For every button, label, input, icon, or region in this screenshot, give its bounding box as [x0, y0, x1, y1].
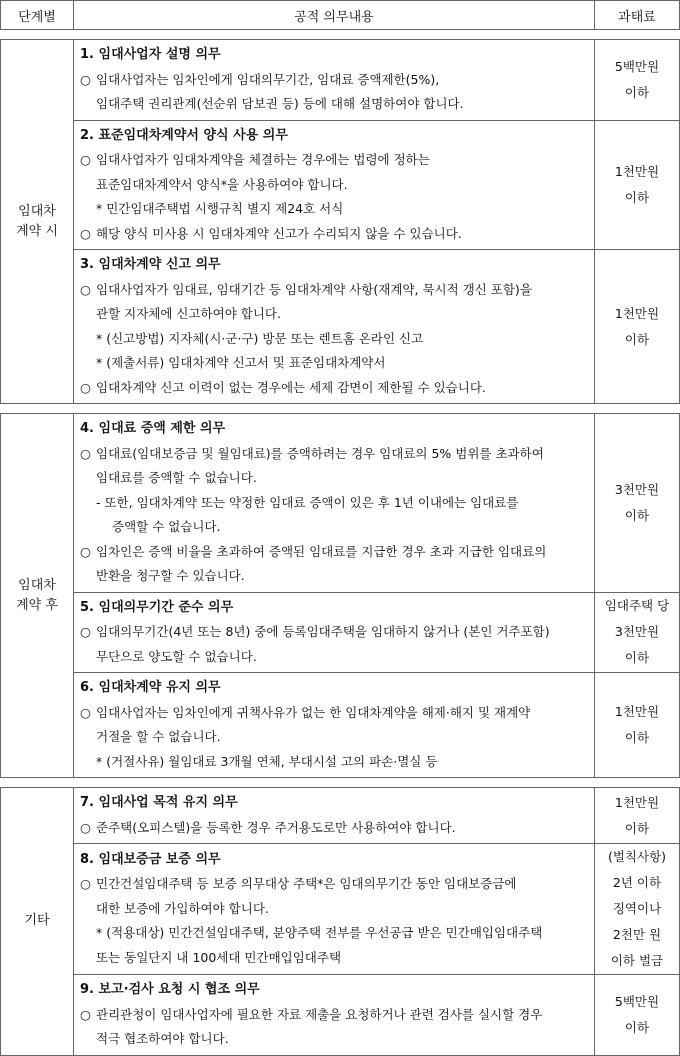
line-text: - 또한, 임대차계약 또는 약정한 임대료 증액이 있은 후 1년 이내에는 임대료를 [96, 494, 519, 510]
obligation-line [80, 351, 588, 376]
fine-amount: 1천만원 [614, 305, 660, 321]
line-text: 관리관청이 임대사업자에 필요한 자료 제출을 요청하거나 관련 검사를 실시할 경우 [96, 1006, 543, 1022]
line-text: 적극 협조하여야 합니다. [96, 1031, 229, 1046]
line-text: 반환을 청구할 수 있습니다. [96, 568, 245, 583]
stage-label: 계약 후 [16, 597, 58, 613]
obligation-line [80, 68, 588, 93]
circle-bullet-icon: ○ [80, 624, 91, 639]
obligation-line [80, 222, 588, 247]
fine-cell [595, 673, 680, 778]
obligation-line [80, 302, 588, 327]
obligation-row [1, 844, 680, 975]
fine-amount: 이하 [624, 331, 650, 347]
fine-amount: (벌칙사항) [607, 849, 667, 864]
obligation-title: 3. 임대차계약 신고 의무 [80, 257, 221, 272]
obligation-line [80, 466, 588, 491]
obligation-title: 9. 보고·검사 요청 시 협조 의무 [80, 982, 260, 997]
obligation-line [80, 921, 588, 946]
obligation-line [80, 278, 588, 303]
fine-cell [595, 120, 680, 250]
stage-label: 임대차 [18, 577, 56, 593]
line-text: 대한 보증에 가입하여야 합니다. [96, 900, 269, 916]
line-text: 해당 양식 미사용 시 임대차계약 신고가 수리되지 않을 수 있습니다. [96, 225, 462, 241]
obligation-line [80, 564, 588, 589]
stage-cell [1, 788, 74, 1056]
obligation-line [80, 148, 588, 173]
fine-amount: 이하 [624, 84, 650, 100]
fine-amount: 5백만원 [614, 993, 660, 1009]
header-table [0, 0, 680, 30]
line-text: 무단으로 양도할 수 없습니다. [96, 648, 257, 664]
fine-amount: 2년 이하 [612, 875, 662, 890]
obligation-block [0, 787, 680, 1056]
header-fine: 과태료 [595, 1, 680, 30]
obligation-line [80, 197, 588, 222]
obligation-line [80, 725, 588, 750]
obligation-line [80, 327, 588, 352]
block-gap [0, 30, 680, 39]
note-text: * 민간임대주택법 시행규칙 별지 제24호 서식 [96, 201, 344, 216]
obligation-content [74, 250, 595, 404]
line-text: 임대사업자는 임차인에게 귀책사유가 없는 한 임대차계약을 해제·해지 및 재계약 [96, 704, 531, 720]
fine-amount: 3천만원 [614, 624, 660, 640]
stage-label: 임대차 [18, 203, 56, 219]
note-text: 또는 동일단지 내 100세대 민간매입임대주택 [96, 949, 342, 965]
note-text: * (적용대상) 민간건설임대주택, 분양주택 전부를 우선공급 받은 민간매입임대주택 [96, 925, 543, 941]
obligation-blocks [0, 30, 680, 1056]
fine-amount: 이하 [624, 650, 650, 666]
line-text: 임대차계약 신고 이력이 없는 경우에는 세제 감면이 제한될 수 있습니다. [96, 379, 486, 395]
obligation-content [74, 592, 595, 673]
obligation-row [1, 592, 680, 673]
fine-amount: 1천만원 [614, 163, 660, 179]
header-duty: 공적 의무내용 [74, 1, 595, 30]
obligation-content [74, 975, 595, 1056]
obligation-line [80, 173, 588, 198]
obligation-row [1, 120, 680, 250]
obligation-content [74, 414, 595, 593]
obligation-row [1, 673, 680, 778]
obligation-line [80, 491, 588, 516]
obligation-title: 1. 임대사업자 설명 의무 [80, 47, 221, 62]
obligation-content [74, 120, 595, 250]
circle-bullet-icon: ○ [80, 445, 91, 461]
line-text: 관할 지자체에 신고하여야 합니다. [96, 306, 281, 321]
obligation-title: 8. 임대보증금 보증 의무 [80, 851, 221, 867]
obligation-line [80, 872, 588, 897]
line-text: 임대주택 권리관계(선순위 담보권 등) 등에 대해 설명하여야 합니다. [96, 96, 464, 111]
obligation-title: 5. 임대의무기간 준수 의무 [80, 599, 234, 615]
note-text: * (제출서류) 임대차계약 신고서 및 표준임대차계약서 [96, 355, 386, 370]
obligation-line [80, 1027, 588, 1052]
stage-label: 계약 시 [16, 223, 58, 239]
circle-bullet-icon: ○ [80, 281, 91, 297]
fine-amount: 이하 [624, 1019, 650, 1035]
fine-cell [595, 975, 680, 1056]
obligation-row [1, 40, 680, 121]
line-text: 표준임대차계약서 양식*을 사용하여야 합니다. [96, 176, 348, 192]
line-text: 임대사업자는 임차인에게 임대의무기간, 임대료 증액제한(5%), [96, 71, 440, 87]
obligation-line [80, 701, 588, 726]
circle-bullet-icon: ○ [80, 152, 91, 167]
fine-cell [595, 844, 680, 975]
obligation-line [80, 946, 588, 971]
fine-amount: 이하 [624, 820, 650, 836]
block-gap [0, 778, 680, 787]
line-text: 임대사업자가 임대료, 임대기간 등 임대차계약 사항(재계약, 묵시적 갱신 포함)을 [96, 281, 532, 297]
obligation-line [80, 376, 588, 401]
note-text: * (신고방법) 지자체(시·군·구) 방문 또는 렌트홈 온라인 신고 [96, 330, 424, 346]
fine-amount: 1천만원 [614, 794, 660, 810]
fine-cell [595, 414, 680, 593]
line-text: 임대료를 증액할 수 없습니다. [96, 470, 257, 485]
stage-cell [1, 40, 74, 404]
line-text: 증액할 수 없습니다. [112, 519, 221, 534]
obligation-row [1, 250, 680, 404]
obligation-line [80, 540, 588, 565]
obligation-content [74, 788, 595, 844]
fine-amount: 이하 [624, 189, 650, 205]
fine-amount: 2천만 원 [612, 927, 662, 942]
circle-bullet-icon: ○ [80, 876, 91, 892]
stage-cell [1, 414, 74, 778]
obligation-line [80, 750, 588, 775]
fine-amount: 이하 [624, 730, 650, 745]
circle-bullet-icon: ○ [80, 543, 91, 559]
obligation-title: 4. 임대료 증액 제한 의무 [80, 421, 226, 436]
line-text: 준주택(오피스텔)을 등록한 경우 주거용도로만 사용하여야 합니다. [96, 819, 456, 835]
block-gap [0, 404, 680, 413]
obligation-line [80, 515, 588, 540]
obligation-line [80, 645, 588, 670]
fine-amount: 3천만원 [614, 481, 660, 497]
obligation-content [74, 40, 595, 121]
obligation-block [0, 413, 680, 778]
obligation-row [1, 975, 680, 1056]
circle-bullet-icon: ○ [80, 225, 91, 241]
fine-amount: 징역이나 [612, 901, 662, 916]
obligation-line [80, 1003, 588, 1028]
fine-cell [595, 250, 680, 404]
fine-amount: 1천만원 [614, 704, 660, 719]
line-text: 임대사업자가 임대차계약을 체결하는 경우에는 법령에 정하는 [96, 152, 430, 167]
line-text: 거절을 할 수 없습니다. [96, 729, 221, 744]
fine-amount: 이하 [624, 507, 650, 523]
header-stage: 단계별 [1, 1, 74, 30]
stage-label: 기타 [24, 913, 50, 929]
fine-cell [595, 40, 680, 121]
obligation-line [80, 897, 588, 922]
fine-amount: 5백만원 [614, 58, 660, 74]
note-text: * (거절사유) 월임대료 3개월 연체, 부대시설 고의 파손·멸실 등 [96, 753, 438, 769]
obligation-line [80, 442, 588, 467]
line-text: 민간건설임대주택 등 보증 의무대상 주택*은 임대의무기간 동안 임대보증금에 [96, 876, 517, 892]
obligation-line [80, 620, 588, 645]
obligation-line [80, 92, 588, 117]
obligation-title: 7. 임대사업 목적 유지 의무 [80, 795, 238, 810]
circle-bullet-icon: ○ [80, 71, 91, 87]
obligation-content [74, 844, 595, 975]
obligation-line [80, 816, 588, 841]
line-text: 임대의무기간(4년 또는 8년) 중에 등록임대주택을 임대하지 않거나 (본인 거주포함) [96, 624, 550, 639]
circle-bullet-icon: ○ [80, 704, 91, 720]
obligation-title: 2. 표준임대차계약서 양식 사용 의무 [80, 127, 288, 143]
fine-cell [595, 592, 680, 673]
obligation-block [0, 39, 680, 404]
fine-amount: 이하 벌금 [610, 953, 664, 968]
fine-cell [595, 788, 680, 844]
obligation-content [74, 673, 595, 778]
obligation-row [1, 788, 680, 844]
circle-bullet-icon: ○ [80, 819, 91, 835]
line-text: 임대료(임대보증금 및 월임대료)를 증액하려는 경우 임대료의 5% 범위를 초과하여 [96, 445, 544, 461]
circle-bullet-icon: ○ [80, 1006, 91, 1022]
obligation-row [1, 414, 680, 593]
obligation-title: 6. 임대차계약 유지 의무 [80, 680, 221, 695]
fine-amount: 임대주택 당 [604, 598, 670, 614]
circle-bullet-icon: ○ [80, 379, 91, 395]
line-text: 임차인은 증액 비율을 초과하여 증액된 임대료를 지급한 경우 초과 지급한 임대료의 [96, 543, 547, 559]
